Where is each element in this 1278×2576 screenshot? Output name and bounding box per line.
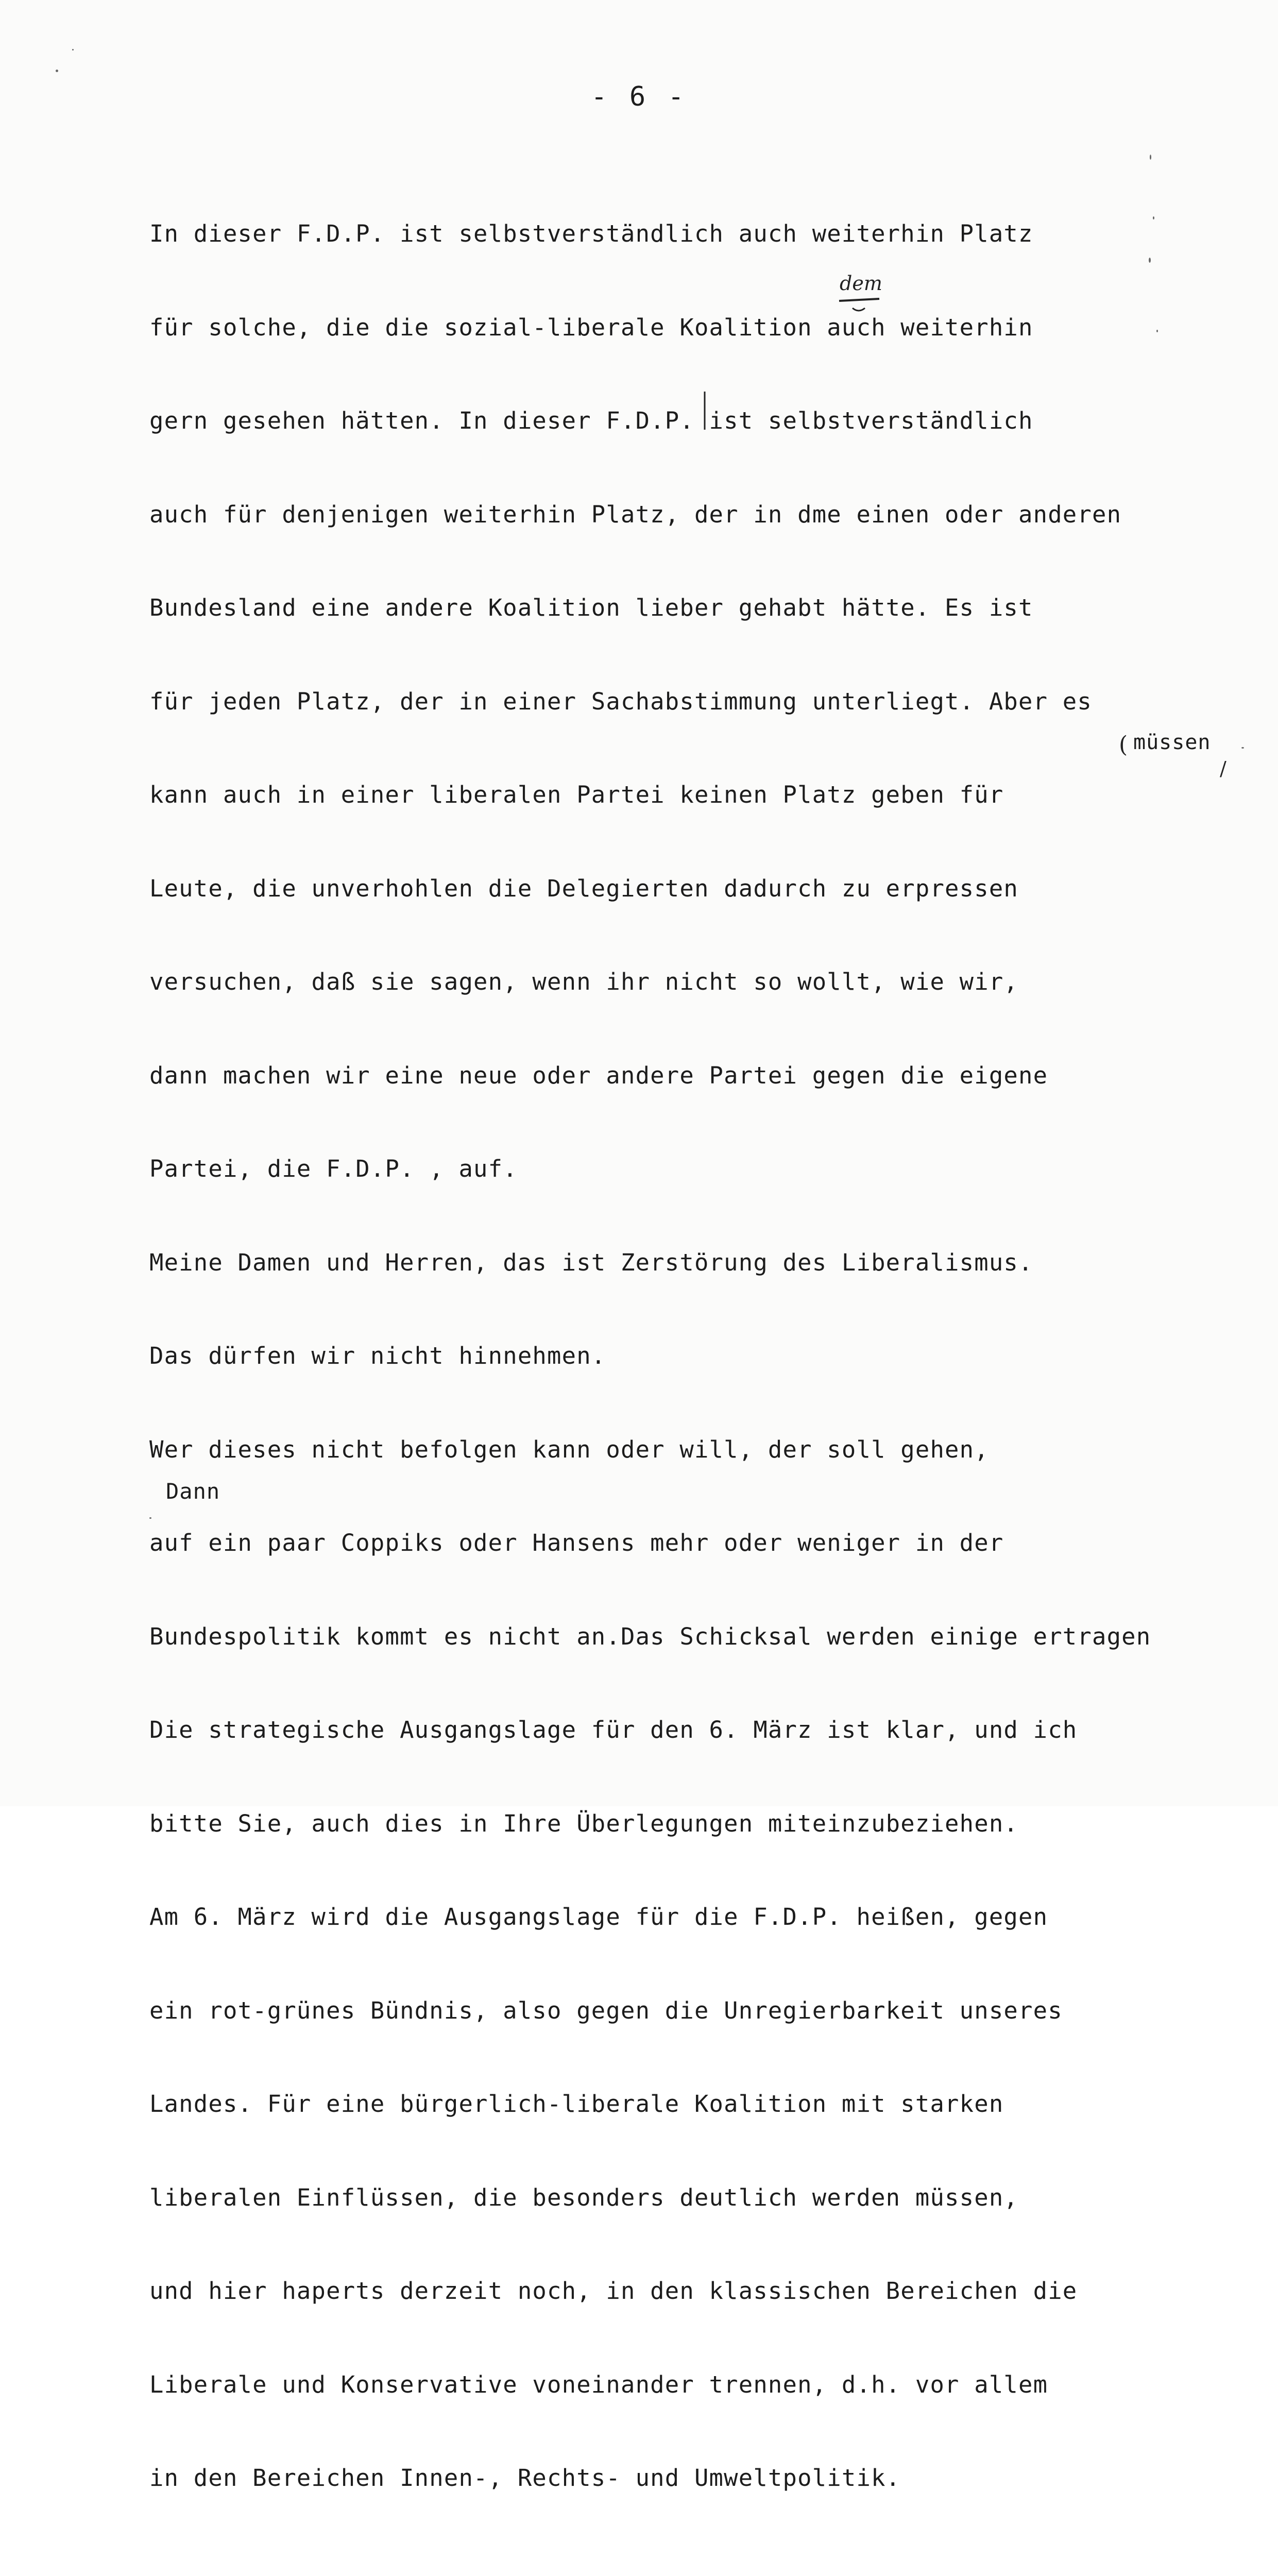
text-line: und hier haperts derzeit noch, in den klassischen Bereichen die xyxy=(149,2277,1078,2304)
text-line: in den Bereichen Innen-, Rechts- und Umweltpolitik. xyxy=(149,2464,901,2492)
scan-speck xyxy=(72,49,74,50)
text-line: für jeden Platz, der in einer Sachabstimmung unterliegt. Aber es xyxy=(149,687,1092,715)
scan-speck xyxy=(1241,747,1244,749)
scan-speck xyxy=(1156,330,1158,332)
insertion-bracket: ( xyxy=(1119,732,1128,758)
body-text xyxy=(149,160,1231,2576)
scan-speck xyxy=(56,70,58,72)
text-line: gern gesehen hätten. In dieser F.D.P. ist selbstverständlich xyxy=(149,407,1033,434)
scan-speck xyxy=(1153,216,1154,219)
paragraph-gap xyxy=(149,2552,1231,2563)
text-line: Bundespolitik kommt es nicht an.Das Schicksal werden einige ertragen xyxy=(149,1622,1151,1650)
text-line: für solche, die die sozial-liberale Koalition auch weiterhin xyxy=(149,313,1033,341)
text-line: Wer dieses nicht befolgen kann oder will, der soll gehen, xyxy=(149,1435,989,1463)
text-line: auf ein paar Coppiks oder Hansens mehr oder weniger in der xyxy=(149,1529,1004,1556)
text-line: Meine Damen und Herren, das ist Zerstörung des Liberalismus. xyxy=(149,1248,1033,1276)
text-line: Partei, die F.D.P. , auf. xyxy=(149,1155,518,1182)
strike-through-mark xyxy=(837,293,883,313)
text-line: kann auch in einer liberalen Partei keinen Platz geben für xyxy=(149,781,1004,808)
scan-speck xyxy=(1150,155,1151,160)
text-line: bitte Sie, auch dies in Ihre Überlegungen miteinzubeziehen. xyxy=(149,1809,1019,1837)
margin-insert-muessen: müssen xyxy=(1133,731,1211,754)
text-line: Leute, die unverhohlen die Delegierten dadurch zu erpressen xyxy=(149,874,1019,902)
text-line: Bundesland eine andere Koalition lieber gehabt hätte. Es ist xyxy=(149,594,1033,621)
text-line: Landes. Für eine bürgerlich-liberale Koalition mit starken xyxy=(149,2090,1004,2117)
text-line: Die strategische Ausgangslage für den 6. März ist klar, und ich xyxy=(149,1716,1078,1743)
text-line: Liberale und Konservative voneinander trennen, d.h. vor allem xyxy=(149,2370,1048,2398)
text-line: In dieser F.D.P. ist selbstverständlich auch weiterhin Platz xyxy=(149,220,1033,247)
insertion-slash: / xyxy=(1220,757,1226,780)
text-line: Am 6. März wird die Ausgangslage für die F.D.P. heißen, gegen xyxy=(149,1903,1048,1930)
margin-insert-dann: Dann xyxy=(166,1479,220,1504)
handwritten-correction-dem: dem xyxy=(840,272,882,295)
text-line: versuchen, daß sie sagen, wenn ihr nicht so wollt, wie wir, xyxy=(149,968,1019,995)
scan-speck xyxy=(1149,258,1151,263)
insertion-mark xyxy=(702,391,708,432)
page-number: - 6 - xyxy=(591,81,687,112)
text-line: ein rot-grünes Bündnis, also gegen die Unregierbarkeit unseres xyxy=(149,1996,1063,2024)
text-line: dann machen wir eine neue oder andere Partei gegen die eigene xyxy=(149,1061,1048,1089)
text-line: Das dürfen wir nicht hinnehmen. xyxy=(149,1342,606,1369)
text-line: auch für denjenigen weiterhin Platz, der in dme einen oder anderen xyxy=(149,500,1122,528)
text-line: liberalen Einflüssen, die besonders deutlich werden müssen, xyxy=(149,2183,1019,2211)
scan-speck xyxy=(149,1517,151,1519)
